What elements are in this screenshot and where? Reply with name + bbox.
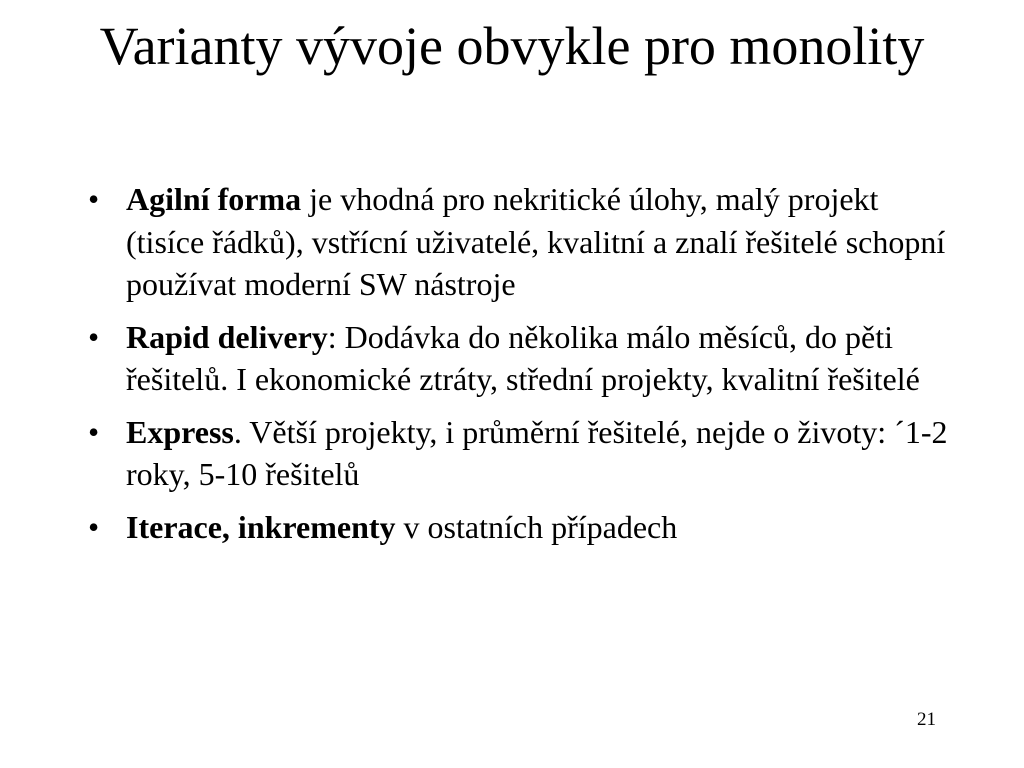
bullet-icon: • bbox=[88, 508, 100, 545]
bullet-icon: • bbox=[88, 413, 100, 450]
bullet-icon: • bbox=[88, 318, 100, 355]
page-number: 21 bbox=[917, 709, 936, 730]
bullet-term: Iterace, inkrementy bbox=[126, 508, 396, 545]
bullet-text: : Dodávka do několika málo měsíců, do pěti řešitelů. I ekonomické ztráty, střední projekty, kvalitní řešitelé bbox=[126, 318, 920, 397]
bullet-term: Express bbox=[126, 413, 234, 450]
bullet-item-express bbox=[88, 411, 948, 496]
bullet-item-agile bbox=[88, 178, 948, 306]
bullet-item-iterations bbox=[88, 506, 948, 549]
bullet-item-rapid-delivery bbox=[88, 316, 948, 401]
bullet-text: je vhodná pro nekritické úlohy, malý projekt (tisíce řádků), vstřícní uživatelé, kvalitní a znalí řešitelé schopní používat moderní SW nástroje bbox=[126, 181, 946, 302]
bullet-term: Rapid delivery bbox=[126, 318, 328, 355]
bullet-icon: • bbox=[88, 181, 100, 217]
bullet-text: v ostatních případech bbox=[395, 508, 678, 545]
bullet-text: . Větší projekty, i průměrní řešitelé, nejde o životy: ´1-2 roky, 5-10 řešitelů bbox=[126, 413, 948, 492]
slide-title: Varianty vývoje obvykle pro monolity bbox=[99, 16, 925, 76]
bullet-list bbox=[88, 178, 948, 558]
bullet-term: Agilní forma bbox=[126, 181, 302, 217]
